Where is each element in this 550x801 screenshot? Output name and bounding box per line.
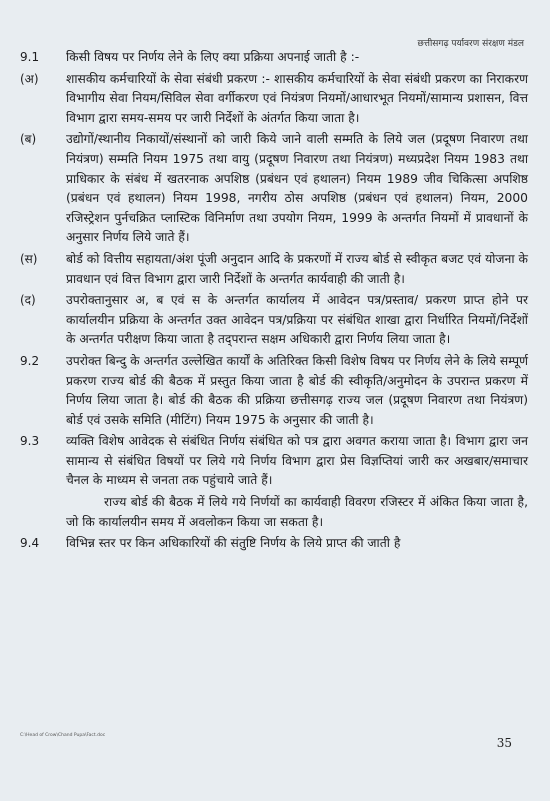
page-number: 35: [496, 736, 512, 750]
document-body: [18, 48, 528, 556]
item-number: 9.3: [20, 434, 40, 449]
item-text: व्यक्ति विशेष आवेदक से संबंधित निर्णय संबंधित को पत्र द्वारा अवगत कराया जाता है। विभाग द्वारा जन सामान्य से संबंधित विषयों पर लिये गये निर्णय विभाग द्वारा प्रेस विज्ञप्तियां जारी कर अखबार/समाचार चैनल के माध्यम से जनता तक पहुंचाये जाते हैं।: [66, 434, 528, 488]
item-number: 9.4: [20, 536, 40, 551]
item-text: राज्य बोर्ड की बैठक में लिये गये निर्णयों का कार्यवाही विवरण रजिस्टर में अंकित किया जाता है, जो कि कार्यालयीन समय में अवलोकन किया जा सकता है।: [66, 495, 528, 529]
item-text: बोर्ड को वित्तीय सहायता/अंश पूंजी अनुदान आदि के प्रकरणों में राज्य बोर्ड से स्वीकृत बजट एवं योजना के प्रावधान एवं वित्त विभाग द्वारा जारी निर्देशों के अन्तर्गत कार्यवाही की जाती है।: [66, 251, 528, 286]
item-number: 9.1: [20, 50, 40, 64]
subsection-d: [18, 291, 528, 350]
item-text: किसी विषय पर निर्णय लेने के लिए क्या प्रक्रिया अपनाई जाती है :-: [66, 50, 360, 64]
item-number: (द): [20, 293, 36, 308]
item-number: (स): [20, 251, 38, 266]
item-number: (ब): [20, 132, 37, 147]
item-number: 9.2: [20, 353, 40, 368]
subsection-a: [18, 70, 528, 129]
page-header: छत्तीसगढ़ पर्यावरण संरक्षण मंडल: [417, 39, 524, 49]
subsection-b: [18, 130, 528, 248]
file-path-footer: C:\Head of Crow\Chand Pupa\Fact.doc: [20, 733, 106, 738]
section-9-4: [18, 534, 528, 554]
item-text: शासकीय कर्मचारियों के सेवा संबंधी प्रकरण :- शासकीय कर्मचारियों के सेवा संबंधी प्रकरण का निराकरण विभागीय सेवा नियम/सिविल सेवा वर्गीकरण एवं नियंत्रण नियमों/आधारभूत नियमों/सामान्य प्रशासन, वित्त विभाग द्वारा समय-समय पर जारी निर्देशों के अंतर्गत किया जाता है।: [66, 71, 528, 125]
item-number: (अ): [20, 71, 39, 86]
item-text: उद्योगों/स्थानीय निकायों/संस्थानों को जारी किये जाने वाली सम्मति के लिये जल (प्रदूषण निवारण तथा नियंत्रण) सम्मति नियम 1975 तथा वायु (प्रदूषण निवारण तथा नियंत्रण) मध्यप्रदेश नियम 1983 तथा प्राधिकार के संबंध में खतरनाक अपशिष्ठ (प्रबंधन एवं हथालन) नियम 1989 जीव चिकित्सा अपशिष्ठ (प्रबंधन एवं हथालन) नियम 1998, नगरीय ठोस अपशिष्ठ (प्रबंधन एवं हथालन) नियम, 2000 रजिस्ट्रेशन पुर्नचक्रित प्लास्टिक विनिर्माण तथा उपयोग नियम, 1999 के अन्तर्गत नियमों में प्रावधानों के अनुसार निर्णय लिये जाते हैं।: [66, 132, 528, 245]
item-text: उपरोक्तानुसार अ, ब एवं स के अन्तर्गत कार्यालय में आवेदन पत्र/प्रस्ताव/ प्रकरण प्राप्त होने पर कार्यालयीन प्रक्रिया के अन्तर्गत उक्त आवेदन पत्र/प्रक्रिया पर संबंधित शाखा द्वारा निर्धारित नियमों/निर्देशों के अन्तर्गत परीक्षण किया जाता है तद्परान्त सक्षम अधिकारी द्वारा निर्णय लिया जाता है।: [66, 293, 528, 347]
section-9-1: [18, 48, 528, 68]
subsection-c: [18, 250, 528, 289]
section-9-3: [18, 432, 528, 491]
section-9-2: [18, 352, 528, 430]
item-text: उपरोक्त बिन्दु के अन्तर्गत उल्लेखित कार्यों के अतिरिक्त किसी विशेष विषय पर निर्णय लेने के लिये सम्पूर्ण प्रकरण राज्य बोर्ड की बैठक में प्रस्तुत किया जाता है बोर्ड की स्वीकृति/अनुमोदन के उपरान्त प्रकरण में निर्णय लिया जाता है। बोर्ड की बैठक की प्रक्रिया छत्तीसगढ़ राज्य जल (प्रदूषण निवारण तथा नियंत्रण) बोर्ड एवं उसके समिति (मीटिंग) नियम 1975 के अनुसार की जाती है।: [66, 353, 528, 427]
item-text: विभिन्न स्तर पर किन अधिकारियों की संतुष्टि निर्णय के लिये प्राप्त की जाती है: [66, 536, 401, 551]
section-9-3-continuation: [18, 493, 528, 532]
